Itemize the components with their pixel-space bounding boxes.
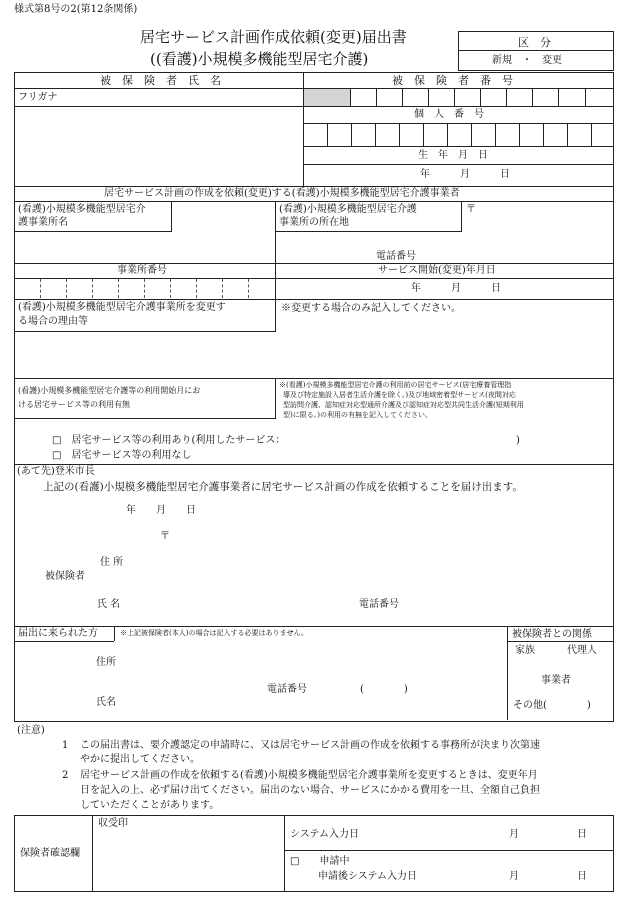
kubun-value[interactable]: 新規 ・ 変更: [492, 55, 562, 66]
office-postal-mark: 〒: [466, 204, 476, 215]
birth-date-label: 生 年 月 日: [418, 150, 488, 161]
usage-note-4: 型)に限る。)の利用の有無を記入してください。: [283, 411, 432, 419]
form-subtitle: ((看護)小規模多機能型居宅介護): [150, 50, 369, 68]
declarant-name-label: 氏 名: [97, 599, 121, 610]
relation-label: 被保険者との関係: [512, 629, 592, 640]
receipt-stamp-label: 収受印: [98, 818, 128, 829]
receipt-stamp-area[interactable]: [94, 832, 282, 888]
change-reason-label-1: (看護)小規模多機能型居宅介護事業所を変更す: [18, 302, 226, 313]
system-input-month: 月: [509, 829, 519, 840]
note-1-line-1: この届出書は、要介護認定の申請時に、又は居宅サービス計画の作成を依頼する事務所が決まり次第速: [80, 740, 540, 751]
note-2-line-2: 日を記入の上、必ず届け出てください。届出のない場合、サービスにかかる費用を一旦、全額自己負担: [80, 785, 540, 796]
pending-checkbox[interactable]: □ 申請中: [290, 856, 350, 867]
relation-agent[interactable]: 代理人: [567, 645, 597, 656]
office-number-label: 事業所番号: [117, 265, 167, 276]
submitter-name-field[interactable]: [125, 695, 255, 711]
change-reason-field[interactable]: [16, 333, 610, 377]
service-used-close: ): [516, 435, 520, 446]
office-number-input[interactable]: [14, 278, 275, 299]
usage-label-1: (看護)小規模多機能型居宅介護等の利用開始月にお: [18, 386, 201, 395]
after-input-month: 月: [509, 871, 519, 882]
declarant-address-field[interactable]: [135, 555, 595, 571]
submitter-label: 届出に来られた方: [18, 628, 98, 639]
office-address-field[interactable]: [478, 203, 610, 249]
submitter-note: ※上記被保険者(本人)の場合は記入する必要はありません。: [120, 629, 308, 637]
after-input-label: 申請後システム入力日: [318, 871, 417, 882]
service-start-field[interactable]: 年 月 日: [411, 283, 501, 294]
note-2-line-3: していただくことがあります。: [80, 800, 220, 811]
declaration-statement: 上記の(看護)小規模多機能型居宅介護事業者に居宅サービス計画の作成を依頼することを届け出ます。: [43, 481, 523, 493]
kubun-label: 区 分: [518, 36, 551, 49]
usage-note-2: 導及び特定施設入居者生活介護を除く。)及び地域密着型サービス(夜間対応: [283, 391, 516, 399]
insured-name-label: 被 保 険 者 氏 名: [100, 74, 221, 87]
note-2-line-1: 居宅サービス計画の作成を依頼する(看護)小規模多機能型居宅介護事業所を変更するときは、変更年月: [80, 770, 538, 781]
checkbox-service-not-used[interactable]: □ 居宅サービス等の利用なし: [52, 450, 192, 461]
provider-section-title: 居宅サービス計画の作成を依頼(変更)する(看護)小規模多機能型居宅介護事業者: [104, 188, 460, 199]
office-address-label-1: (看護)小規模多機能型居宅介護: [279, 204, 417, 215]
change-reason-label-2: る場合の理由等: [18, 316, 88, 327]
usage-label-2: ける居宅サービス等の利用有無: [18, 400, 130, 409]
insured-number-label: 被 保 険 者 番 号: [392, 74, 513, 87]
note-1-number: 1: [62, 740, 69, 751]
addressee: (あて先)登米市長: [17, 466, 95, 477]
submitter-phone-field[interactable]: ( ): [360, 684, 408, 695]
declarant-postal-mark: 〒: [160, 531, 170, 542]
office-name-field[interactable]: [16, 233, 272, 261]
office-address-label-2: 事業所の所在地: [279, 217, 349, 228]
note-2-number: 2: [62, 770, 69, 781]
change-note: ※変更する場合のみ記入してください。: [281, 303, 461, 314]
declarant-name-field[interactable]: [135, 597, 345, 613]
office-name-label-2: 護事業所名: [18, 217, 68, 228]
submitter-phone-label: 電話番号: [267, 684, 307, 695]
submitter-name-label: 氏名: [96, 697, 116, 708]
furigana-label: フリガナ: [18, 92, 58, 103]
personal-number-label: 個 人 番 号: [414, 109, 484, 120]
form-number: 様式第8号の2(第12条関係): [14, 4, 138, 15]
system-input-day: 日: [577, 829, 587, 840]
note-1-line-2: やかに提出してください。: [80, 754, 200, 765]
submitter-address-field[interactable]: [125, 655, 495, 671]
declarant-phone-label: 電話番号: [359, 599, 399, 610]
declarant-address-label: 住 所: [100, 557, 124, 568]
relation-business[interactable]: 事業者: [541, 675, 571, 686]
after-input-day: 日: [577, 871, 587, 882]
system-input-label: システム入力日: [290, 829, 359, 840]
form-title: 居宅サービス計画作成依頼(変更)届出書: [140, 28, 407, 46]
insured-name-field[interactable]: [16, 112, 301, 182]
insurer-check-label: 保険者確認欄: [20, 848, 80, 859]
personal-number-input[interactable]: [303, 123, 612, 146]
insured-number-input[interactable]: [350, 88, 612, 106]
birth-date-field[interactable]: 年 月 日: [420, 169, 510, 180]
relation-other[interactable]: その他( ): [513, 700, 591, 711]
office-name-label-1: (看護)小規模多機能型居宅介: [18, 204, 146, 215]
submitter-address-label: 住所: [96, 657, 116, 668]
insured-label: 被保険者: [45, 571, 85, 582]
notes-title: (注意): [17, 725, 45, 736]
usage-note-1: ※(看護)小規模多機能型居宅介護の利用前の居宅サービス(居宅療養管理指: [279, 381, 512, 389]
service-start-label: サービス開始(変更)年月日: [378, 265, 496, 276]
office-phone-label: 電話番号: [376, 251, 416, 262]
checkbox-service-used[interactable]: □ 居宅サービス等の利用あり(利用したサービス：: [52, 435, 286, 446]
usage-note-3: 型訪問介護、認知症対応型通所介護及び認知症対応型共同生活介護(短期利用: [283, 401, 524, 409]
relation-family[interactable]: 家族: [515, 645, 535, 656]
declaration-date[interactable]: 年 月 日: [126, 505, 196, 516]
